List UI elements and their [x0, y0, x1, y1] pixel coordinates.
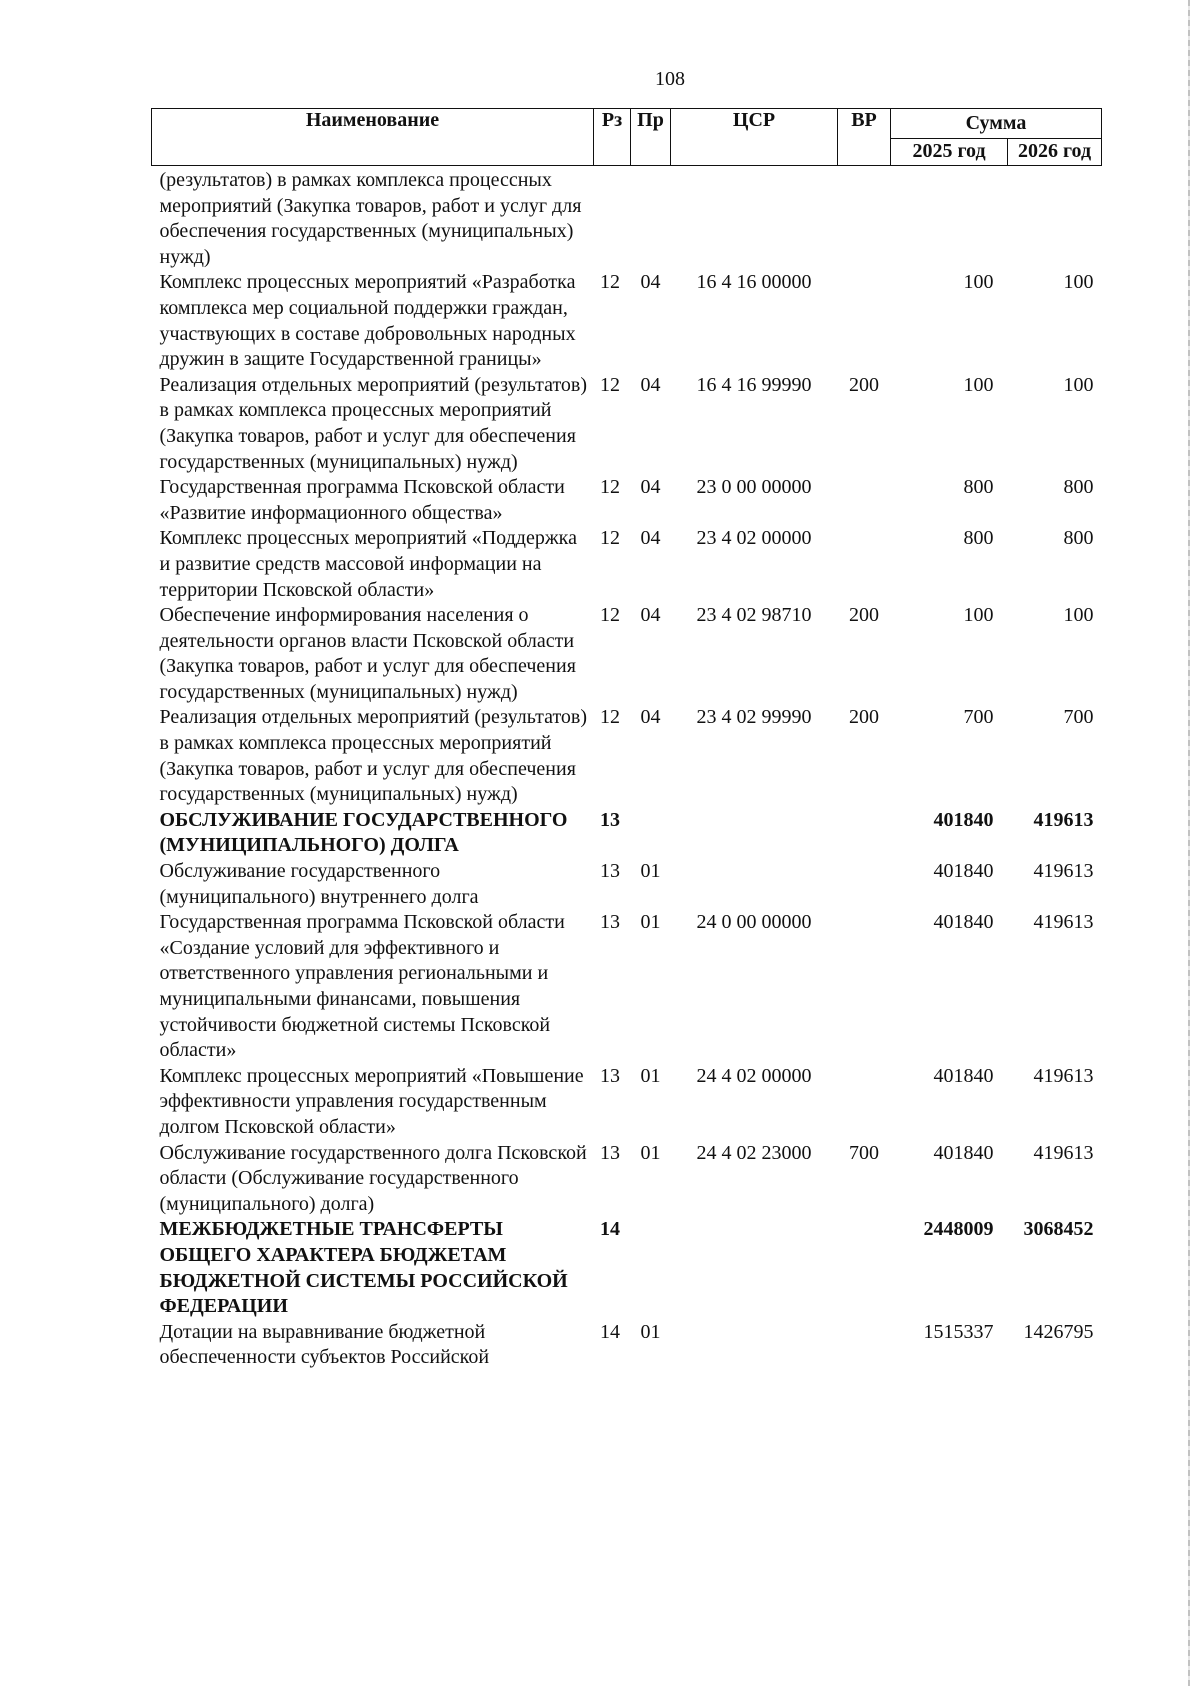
- cell-vr: [838, 808, 891, 859]
- table-row: [152, 1141, 1102, 1218]
- cell-sum-2026: 3068452: [1023, 1218, 1094, 1241]
- cell-rz: 12: [600, 527, 620, 550]
- cell-csr: 23 4 02 00000: [696, 527, 812, 550]
- cell-csr: [671, 1217, 838, 1319]
- cell-sum-2026: 419613: [1033, 808, 1094, 831]
- cell-sum-2025: 401840: [933, 808, 994, 831]
- table-row: [152, 603, 1102, 705]
- cell-name: ОБСЛУЖИВАНИЕ ГОСУДАРСТВЕННОГО (МУНИЦИПАЛЬНОГО) ДОЛГА: [159, 808, 568, 857]
- cell-rz: 14: [600, 1320, 620, 1343]
- cell-name: Государственная программа Псковской области «Развитие информационного общества»: [159, 476, 565, 524]
- cell-csr: 23 0 00 00000: [696, 476, 812, 499]
- cell-vr: [838, 1217, 891, 1319]
- cell-name: Реализация отдельных мероприятий (результатов) в рамках комплекса процессных мероприятий (Закупка товаров, работ и услуг для обеспечения государственных (муниципальных) нужд): [159, 706, 588, 806]
- cell-sum-2025: 100: [963, 271, 994, 294]
- cell-vr: [838, 1320, 891, 1371]
- cell-vr: [838, 910, 891, 1064]
- table-row: [152, 859, 1102, 910]
- cell-pr: 01: [640, 1064, 661, 1087]
- cell-pr: 04: [640, 527, 661, 550]
- table-row: [152, 526, 1102, 603]
- header-name: Наименование: [152, 109, 594, 166]
- cell-sum-2025: 401840: [933, 1064, 994, 1087]
- cell-sum-2025: 800: [963, 527, 994, 550]
- cell-name: Комплекс процессных мероприятий «Поддержка и развитие средств массовой информации на территории Псковской области»: [159, 527, 577, 601]
- cell-sum-2026: 700: [1063, 706, 1094, 729]
- table-row: [152, 373, 1102, 475]
- cell-sum-2026: 800: [1063, 527, 1094, 550]
- cell-csr: [671, 1320, 838, 1371]
- cell-sum-2026: 419613: [1033, 911, 1094, 934]
- cell-name: Комплекс процессных мероприятий «Повышение эффективности управления государственным долгом Псковской области»: [159, 1064, 584, 1138]
- cell-vr: [838, 475, 891, 526]
- cell-name: Обслуживание государственного долга Псковской области (Обслуживание государственного (муниципального) долга): [159, 1141, 587, 1215]
- cell-name: (результатов) в рамках комплекса процессных мероприятий (Закупка товаров, работ и услуг для обеспечения государственных (муниципальных) нужд): [159, 169, 582, 268]
- cell-pr: 04: [640, 604, 661, 627]
- table-row: [152, 1064, 1102, 1141]
- cell-sum-2026: 419613: [1033, 860, 1094, 883]
- cell-pr: 04: [640, 476, 661, 499]
- cell-rz: 13: [600, 808, 620, 831]
- cell-sum-2026: 800: [1063, 476, 1094, 499]
- cell-csr: [671, 166, 838, 271]
- cell-vr: [838, 270, 891, 372]
- cell-vr: 200: [849, 604, 879, 627]
- header-vr: ВР: [838, 109, 891, 166]
- cell-rz: 12: [600, 604, 620, 627]
- cell-rz: [594, 166, 631, 271]
- cell-sum-2026: 100: [1063, 373, 1094, 396]
- cell-rz: 13: [600, 911, 620, 934]
- cell-sum-2025: [891, 166, 1008, 271]
- cell-name: Реализация отдельных мероприятий (результатов) в рамках комплекса процессных мероприятий (Закупка товаров, работ и услуг для обеспечения государственных (муниципальных) нужд): [159, 373, 588, 473]
- cell-sum-2025: 800: [963, 476, 994, 499]
- cell-pr: [631, 1217, 671, 1319]
- cell-pr: 01: [640, 860, 661, 883]
- cell-sum-2026: 100: [1063, 604, 1094, 627]
- header-rz: Рз: [594, 109, 631, 166]
- cell-vr: [838, 1064, 891, 1141]
- cell-name: Обслуживание государственного (муниципального) внутреннего долга: [159, 860, 479, 908]
- cell-name: Дотации на выравнивание бюджетной обеспеченности субъектов Российской: [159, 1320, 490, 1369]
- cell-sum-2026: 1426795: [1023, 1320, 1094, 1343]
- cell-pr: 04: [640, 706, 661, 729]
- header-pr: Пр: [631, 109, 671, 166]
- cell-name: Обеспечение информирования населения о деятельности органов власти Псковской области (Закупка товаров, работ и услуг для обеспечения государственных (муниципальных) нужд): [159, 604, 576, 703]
- cell-csr: 16 4 16 99990: [696, 373, 812, 396]
- cell-pr: 04: [640, 373, 661, 396]
- header-year-2025: 2025 год: [891, 138, 1008, 165]
- cell-rz: 13: [600, 1141, 620, 1164]
- cell-rz: 14: [600, 1218, 620, 1241]
- cell-sum-2025: 700: [963, 706, 994, 729]
- cell-pr: 01: [640, 911, 661, 934]
- cell-pr: 01: [640, 1320, 661, 1343]
- cell-rz: 12: [600, 373, 620, 396]
- cell-rz: 12: [600, 476, 620, 499]
- cell-rz: 13: [600, 860, 620, 883]
- cell-vr: [838, 526, 891, 603]
- table-row: [152, 705, 1102, 807]
- cell-sum-2025: 401840: [933, 1141, 994, 1164]
- cell-sum-2025: 2448009: [923, 1218, 994, 1241]
- cell-csr: 16 4 16 00000: [696, 271, 812, 294]
- table-row: [152, 1217, 1102, 1319]
- cell-name: Комплекс процессных мероприятий «Разработка комплекса мер социальной поддержки граждан, участвующих в составе добровольных народных дружин в защите Государственной границы»: [159, 271, 576, 371]
- cell-csr: 24 4 02 23000: [696, 1141, 812, 1164]
- cell-csr: [671, 808, 838, 859]
- table-body: [152, 166, 1102, 1371]
- cell-pr: [631, 166, 671, 271]
- cell-sum-2025: 401840: [933, 911, 994, 934]
- table-row: [152, 475, 1102, 526]
- cell-pr: 01: [640, 1141, 661, 1164]
- cell-rz: 13: [600, 1064, 620, 1087]
- cell-rz: 12: [600, 706, 620, 729]
- cell-csr: 23 4 02 99990: [696, 706, 812, 729]
- cell-csr: 24 0 00 00000: [696, 911, 812, 934]
- cell-vr: 700: [849, 1141, 879, 1164]
- cell-sum-2025: 401840: [933, 860, 994, 883]
- cell-name: Государственная программа Псковской области «Создание условий для эффективного и ответственного управления региональными и муниципальными финансами, повышения устойчивости бюджетной системы Псковской области»: [159, 911, 565, 1062]
- cell-sum-2026: 419613: [1033, 1141, 1094, 1164]
- scan-edge: [1188, 0, 1190, 1686]
- cell-vr: 200: [849, 373, 879, 396]
- cell-vr: [838, 166, 891, 271]
- cell-csr: [671, 859, 838, 910]
- cell-sum-2026: 419613: [1033, 1064, 1094, 1087]
- cell-csr: 24 4 02 00000: [696, 1064, 812, 1087]
- header-year-2026: 2026 год: [1008, 138, 1102, 165]
- table-row: [152, 808, 1102, 859]
- budget-table: [151, 108, 1102, 1371]
- table-row: [152, 910, 1102, 1064]
- cell-csr: 23 4 02 98710: [696, 604, 812, 627]
- header-csr: ЦСР: [671, 109, 838, 166]
- cell-name: МЕЖБЮДЖЕТНЫЕ ТРАНСФЕРТЫ ОБЩЕГО ХАРАКТЕРА БЮДЖЕТАМ БЮДЖЕТНОЙ СИСТЕМЫ РОССИЙСКОЙ ФЕДЕРАЦИИ: [159, 1218, 568, 1318]
- cell-sum-2025: 1515337: [923, 1320, 994, 1343]
- cell-pr: [631, 808, 671, 859]
- table-header: [152, 109, 1102, 166]
- header-sum: Сумма: [891, 109, 1102, 139]
- cell-sum-2026: 100: [1063, 271, 1094, 294]
- cell-sum-2025: 100: [963, 604, 994, 627]
- table-row: [152, 166, 1102, 271]
- cell-vr: 200: [849, 706, 879, 729]
- cell-rz: 12: [600, 271, 620, 294]
- cell-sum-2025: 100: [963, 373, 994, 396]
- cell-pr: 04: [640, 271, 661, 294]
- table-row: [152, 270, 1102, 372]
- page-number: 108: [655, 68, 685, 90]
- cell-sum-2026: [1008, 166, 1102, 271]
- table-row: [152, 1320, 1102, 1371]
- cell-vr: [838, 859, 891, 910]
